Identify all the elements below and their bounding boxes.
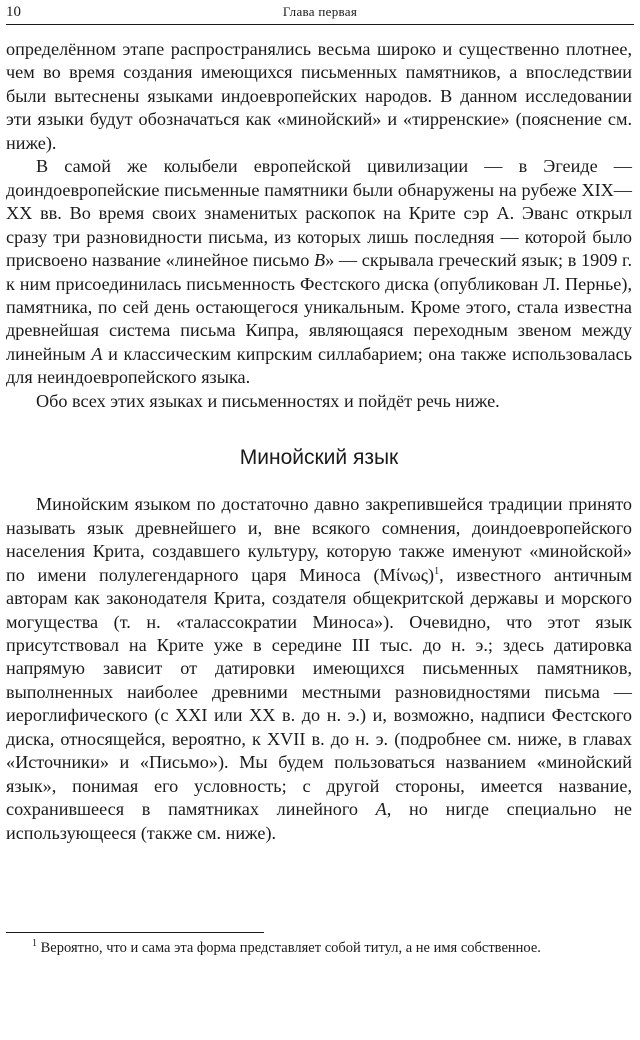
linear-a-letter-2: A xyxy=(375,799,387,820)
paragraph-minoan xyxy=(6,493,632,845)
paragraph-2-part-c: » — скрывала греческий язык; в 1909 г. к ним присоединилась письменность Фестского диска (опубликован Л. Пернье), памятника, по сей день остающегося уникальным. Кроме этого, стала известна древнейшая система письма Кипра, являющаяся переходным звеном между линейным xyxy=(6,250,632,364)
page-header xyxy=(6,2,634,25)
paragraph-summary xyxy=(6,390,632,413)
footnote-text: Вероятно, что и сама эта форма представляет собой титул, а не имя собственное. xyxy=(37,940,541,956)
footnote-reference[interactable]: 1 xyxy=(434,565,440,577)
paragraph-2-part-e: и классическим кипрским силлабарием; она также использовалась для неиндоевропейского языка. xyxy=(6,343,632,388)
main-text xyxy=(6,38,632,845)
paragraph-4-part-d: , но нигде специально не использующееся (также см. ниже). xyxy=(6,799,632,843)
section-heading: Минойский язык xyxy=(239,446,399,470)
page-number: 10 xyxy=(6,4,21,20)
footnote-area xyxy=(6,932,632,958)
footnote xyxy=(6,939,632,958)
paragraph-aegean xyxy=(6,155,632,390)
linear-b-letter: B xyxy=(314,250,326,271)
paragraph-4-part-b: , известного античным авторам как законодателя Крита, создателя общекритской державы и морского могущества (т. н. «талассократии Миноса»). Очевидно, что этот язык присутствовал на Крите уже в середине III тыс. до н. э.; здесь датировка напрямую зависит от датировки имеющихся письменных памятников, выполненных наиболее древними местными разновидностями письма — иероглифического (с XXI или XX в. до н. э.) и, возможно, надписи Фестского диска, относящейся, вероятно, к XVII в. до н. э. (подробнее см. ниже, в главах «Источники» и «Письмо»). Мы будем пользоваться названием «минойский язык», понимая его условность; с другой стороны, имеется название, сохранившееся в памятниках линейного xyxy=(6,564,633,820)
footnote-number: 1 xyxy=(32,938,37,950)
linear-a-letter: A xyxy=(91,343,103,364)
paragraph-continuation xyxy=(6,38,632,155)
footnote-divider xyxy=(6,932,264,933)
paragraph-3-text: Обо всех этих языках и письменностях и пойдёт речь ниже. xyxy=(36,390,500,411)
running-head: Глава первая xyxy=(282,4,358,19)
paragraph-4-part-a: Минойским языком по достаточно давно закрепившейся традиции принято называть язык древнейшего и, вне всякого сомнения, доиндоевропейского населения Крита, создавшего культуру, которую также именуют «минойской» по имени полулегендарного царя Миноса (Μίνως) xyxy=(6,494,632,585)
paragraph-1-text: определённом этапе распространялись весьма широко и существенно плотнее, чем во время создания имеющихся письменных памятников, а впоследствии были вытеснены языками индоевропейских народов. В данном исследовании эти языки будут обозначаться как «минойский» и «тирренские» (пояснение см. ниже). xyxy=(6,39,632,153)
paragraph-2-part-a: В самой же колыбели европейской цивилизации — в Эгеиде — доиндоевропейские письменные памятники были обнаружены на рубеже XIX—XX вв. Во время своих знаменитых раскопок на Крите сэр А. Эванс открыл сразу три разновидности письма, из которых лишь последняя — которой было присвоено название «линейное письмо xyxy=(6,156,632,271)
